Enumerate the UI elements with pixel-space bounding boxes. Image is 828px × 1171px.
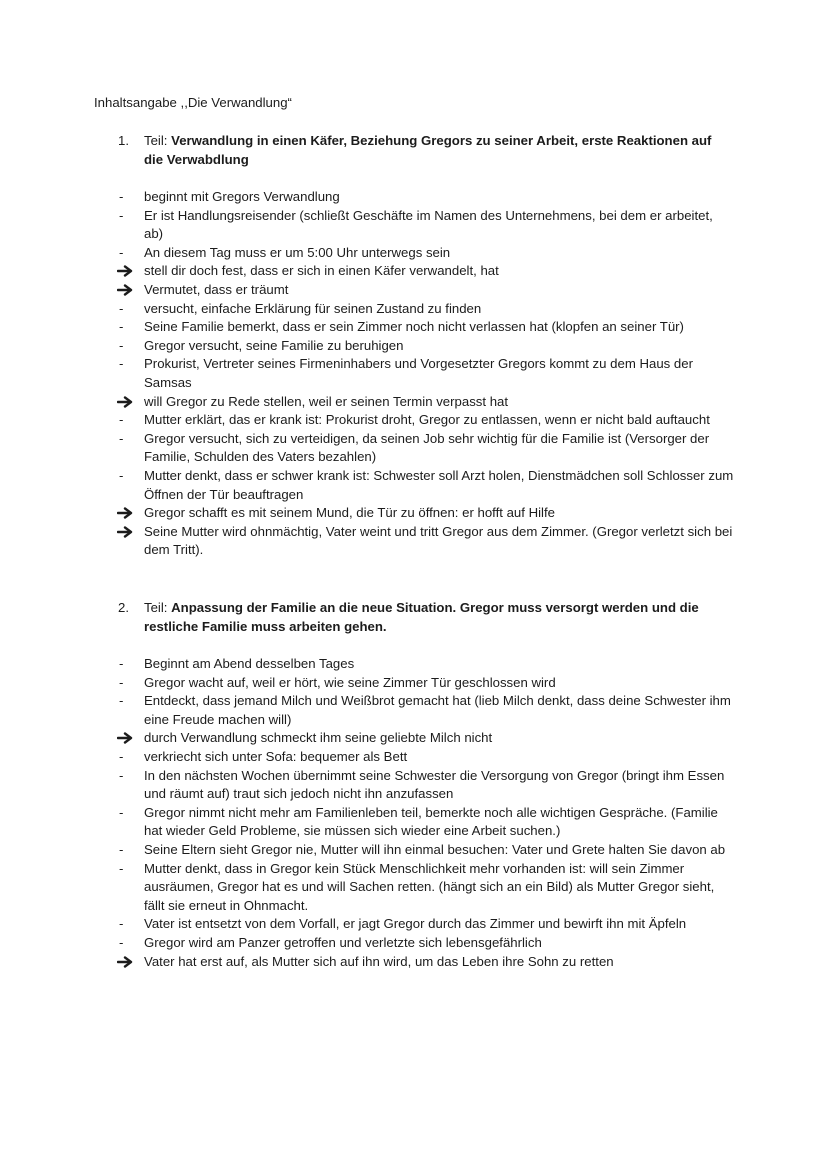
right-arrow-icon xyxy=(117,956,135,968)
section-heading-text xyxy=(144,598,728,636)
list-item xyxy=(119,188,734,207)
dash-marker: - xyxy=(119,841,124,857)
dash-marker: - xyxy=(119,674,124,690)
list-item xyxy=(119,860,734,916)
list-item-text: An diesem Tag muss er um 5:00 Uhr unterwegs sein xyxy=(144,244,451,260)
list-item xyxy=(144,393,734,412)
list-item xyxy=(119,300,734,319)
section-number: 1. xyxy=(118,133,129,148)
list-item xyxy=(119,337,734,356)
right-arrow-icon xyxy=(117,265,135,277)
list-item-text: stell dir doch fest, dass er sich in einen Käfer verwandelt, hat xyxy=(144,263,499,279)
right-arrow-icon xyxy=(117,526,135,538)
list-item xyxy=(144,953,734,972)
dash-marker: - xyxy=(119,804,124,820)
dash-marker: - xyxy=(119,412,124,428)
list-item-text: Seine Familie bemerkt, dass er sein Zimmer noch nicht verlassen hat (klopfen an seiner Tür) xyxy=(144,319,684,335)
section-heading-text xyxy=(144,131,728,169)
dash-marker: - xyxy=(119,656,124,671)
list-item-text: Entdeckt, dass jemand Milch und Weißbrot gemacht hat (lieb Milch denkt, dass deine Schwester ihm eine Freude machen will) xyxy=(144,693,731,727)
list-item-text: Vermutet, dass er träumt xyxy=(144,281,289,297)
list-item xyxy=(119,804,734,841)
list-item xyxy=(144,523,734,560)
list-item-text: Gregor wird am Panzer getroffen und verletzte sich lebensgefährlich xyxy=(144,934,542,950)
list-item xyxy=(119,430,734,467)
list-item xyxy=(119,674,734,693)
bullet-list xyxy=(0,188,828,560)
list-item xyxy=(119,655,734,674)
right-arrow-icon xyxy=(117,396,135,408)
list-item-text: Mutter denkt, dass er schwer krank ist: Schwester soll Arzt holen, Dienstmädchen soll Schlosser zum Öffnen der Tür beauftragen xyxy=(144,467,734,502)
list-item-text: Mutter erklärt, das er krank ist: Prokurist droht, Gregor zu entlassen, wenn er nicht bald auftaucht xyxy=(144,412,710,428)
dash-marker: - xyxy=(119,467,124,483)
list-item-text: will Gregor zu Rede stellen, weil er seinen Termin verpasst hat xyxy=(144,393,509,409)
section-part-1 xyxy=(0,131,828,560)
list-item xyxy=(119,767,734,804)
list-item-text: Prokurist, Vertreter seines Firmeninhabers und Vorgesetzter Gregors kommt zu dem Haus der Samsas xyxy=(144,356,693,390)
list-item-text: Vater ist entsetzt von dem Vorfall, er jagt Gregor durch das Zimmer und bewirft ihn mit Äpfeln xyxy=(144,916,687,932)
list-item-text: verkriecht sich unter Sofa: bequemer als Bett xyxy=(144,748,408,764)
section-heading-title: Anpassung der Familie an die neue Situation. Gregor muss versorgt werden und die restliche Familie muss arbeiten gehen. xyxy=(144,600,699,634)
list-item-text: Gregor schafft es mit seinem Mund, die Tür zu öffnen: er hofft auf Hilfe xyxy=(144,505,555,521)
list-item-text: Gregor versucht, sich zu verteidigen, da seinen Job sehr wichtig für die Familie ist (Versorger der Familie, Schulden des Vaters bezahlen) xyxy=(144,430,710,465)
list-item-text: versucht, einfache Erklärung für seinen Zustand zu finden xyxy=(144,300,482,316)
list-item xyxy=(144,729,734,748)
dash-marker: - xyxy=(119,916,124,932)
list-item xyxy=(119,467,734,504)
dash-marker: - xyxy=(119,337,124,353)
list-item xyxy=(119,692,734,729)
dash-marker: - xyxy=(119,300,124,316)
list-item-text: Seine Eltern sieht Gregor nie, Mutter will ihn einmal besuchen: Vater und Grete halten Sie davon ab xyxy=(144,841,726,857)
section-heading xyxy=(118,131,728,169)
section-heading-lead: Teil: xyxy=(144,600,172,615)
dash-marker: - xyxy=(119,244,124,260)
right-arrow-icon xyxy=(117,732,135,744)
dash-marker: - xyxy=(119,319,124,335)
list-item xyxy=(144,281,734,300)
dash-marker: - xyxy=(119,430,124,446)
dash-marker: - xyxy=(119,356,124,372)
list-item-text: Seine Mutter wird ohnmächtig, Vater weint und tritt Gregor aus dem Zimmer. (Gregor verletzt sich bei dem Tritt). xyxy=(144,523,733,558)
list-item xyxy=(119,915,734,934)
list-item xyxy=(119,355,734,392)
bullet-list xyxy=(0,655,828,971)
section-part-2 xyxy=(0,598,828,971)
list-item xyxy=(119,748,734,767)
document-title: Inhaltsangabe ,,Die Verwandlung“ xyxy=(94,95,292,110)
dash-marker: - xyxy=(119,767,124,783)
list-item-text: beginnt mit Gregors Verwandlung xyxy=(144,189,340,204)
list-item-text: In den nächsten Wochen übernimmt seine Schwester die Versorgung von Gregor (bringt ihm Essen und räumt auf) traut sich jedoch nicht ihn anzufassen xyxy=(144,767,725,802)
section-heading-title: Verwandlung in einen Käfer, Beziehung Gregors zu seiner Arbeit, erste Reaktionen auf die Verwabdlung xyxy=(144,133,712,167)
list-item xyxy=(119,934,734,953)
section-heading xyxy=(118,598,728,636)
dash-marker: - xyxy=(119,748,124,764)
list-item xyxy=(119,841,734,860)
list-item xyxy=(119,411,734,430)
dash-marker: - xyxy=(119,207,124,223)
list-item-text: Gregor versucht, seine Familie zu beruhigen xyxy=(144,337,404,353)
list-item xyxy=(119,207,734,244)
list-item xyxy=(119,318,734,337)
list-item-text: Vater hat erst auf, als Mutter sich auf ihn wird, um das Leben ihre Sohn zu retten xyxy=(144,953,614,969)
dash-marker: - xyxy=(119,693,124,709)
list-item-text: Beginnt am Abend desselben Tages xyxy=(144,656,355,671)
right-arrow-icon xyxy=(117,284,135,296)
right-arrow-icon xyxy=(117,507,135,519)
section-number: 2. xyxy=(118,600,129,615)
list-item-text: durch Verwandlung schmeckt ihm seine geliebte Milch nicht xyxy=(144,730,493,746)
list-item-text: Er ist Handlungsreisender (schließt Geschäfte im Namen des Unternehmens, bei dem er arbeitet, ab) xyxy=(144,207,713,242)
dash-marker: - xyxy=(119,934,124,950)
list-item-text: Mutter denkt, dass in Gregor kein Stück Menschlichkeit mehr vorhanden ist: will sein Zimmer ausräumen, Gregor hat es und will Sachen retten. (hängt sich an ein Bild) als Mutter Gregor sieht, fällt sie erneut in Ohnmacht. xyxy=(144,860,715,913)
list-item xyxy=(144,504,734,523)
list-item xyxy=(144,262,734,281)
list-item-text: Gregor wacht auf, weil er hört, wie seine Zimmer Tür geschlossen wird xyxy=(144,674,556,690)
section-heading-lead: Teil: xyxy=(144,133,172,148)
dash-marker: - xyxy=(119,189,124,204)
list-item-text: Gregor nimmt nicht mehr am Familienleben teil, bemerkte noch alle wichtigen Gespräche. (Familie hat wieder Geld Probleme, sie müssen sich wieder eine Arbeit suchen.) xyxy=(144,804,718,839)
list-item xyxy=(119,244,734,263)
dash-marker: - xyxy=(119,860,124,876)
